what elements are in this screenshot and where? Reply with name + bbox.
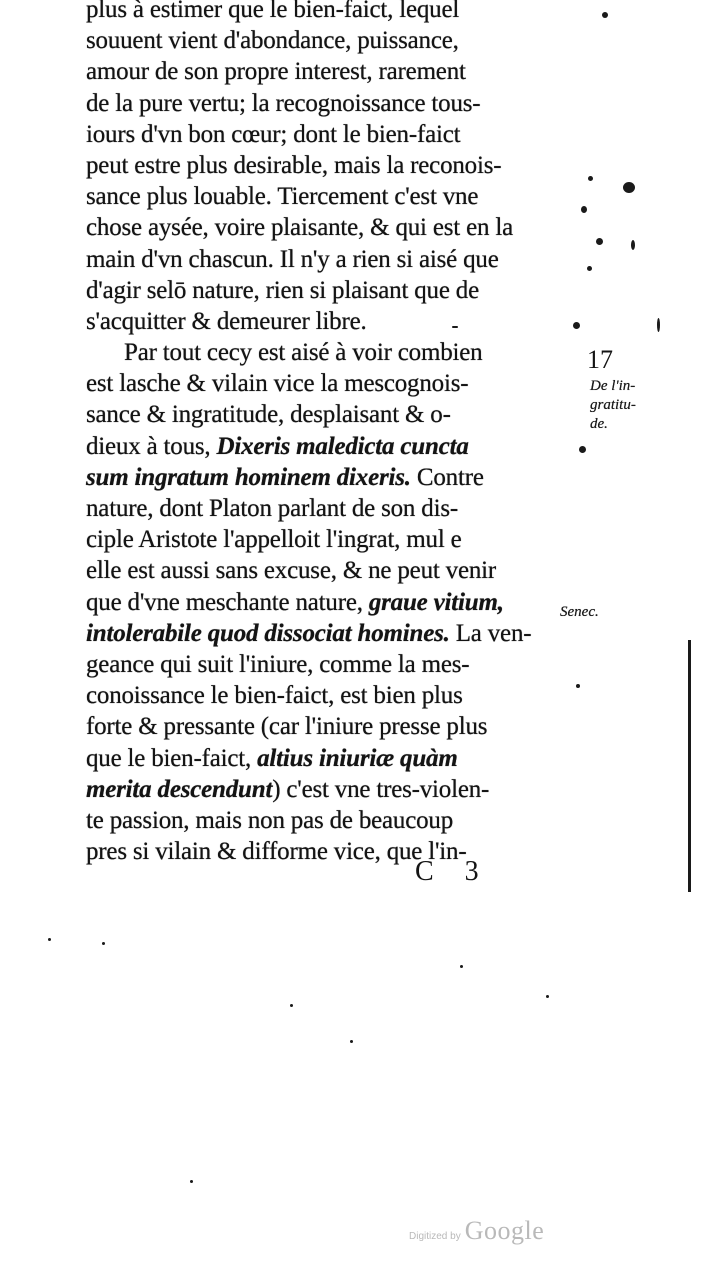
ink-speck <box>460 965 463 968</box>
text-line <box>86 462 586 493</box>
ink-speck <box>350 1040 353 1043</box>
text-line <box>86 88 586 119</box>
line-text: sance plus louable. Tiercement c'est vne <box>86 183 479 211</box>
body-text <box>86 0 586 867</box>
ink-speck <box>573 322 580 329</box>
text-line <box>86 649 586 680</box>
line-text: La ven- <box>449 619 532 647</box>
text-line <box>86 431 586 462</box>
ink-speck <box>546 995 549 998</box>
text-line <box>86 524 586 555</box>
page-edge-shadow <box>688 640 691 892</box>
text-line <box>86 119 586 150</box>
latin-quotation: merita descendunt <box>86 775 273 803</box>
line-text: ciple Aristote l'appelloit l'ingrat, mul e <box>86 526 462 554</box>
ink-speck <box>657 318 660 332</box>
ink-speck <box>576 684 580 688</box>
text-line <box>86 306 586 337</box>
latin-quotation: Dixeris maledicta cuncta <box>216 432 469 460</box>
text-line <box>86 399 586 430</box>
line-text: geance qui suit l'iniure, comme la mes- <box>86 650 470 678</box>
line-text: pres si vilain & difforme vice, que l'in- <box>86 838 467 866</box>
line-text: sance & ingratitude, desplaisant & o- <box>86 401 451 429</box>
ink-speck <box>452 326 458 328</box>
line-text: nature, dont Platon parlant de son dis- <box>86 495 458 522</box>
line-text: iours d'vn bon cœur; dont le bien-faict <box>86 120 461 148</box>
line-text: ) c'est vne tres-violen- <box>272 775 490 803</box>
line-text: forte & pressante (car l'iniure presse plus <box>86 713 488 741</box>
latin-quotation: graue vitium, <box>368 588 504 616</box>
line-text: elle est aussi sans excuse, & ne peut venir <box>86 557 497 585</box>
digitization-watermark <box>409 1216 544 1246</box>
latin-quotation: sum ingratum hominem dixeris. <box>86 463 411 491</box>
line-text: que le bien-faict, <box>86 744 258 772</box>
line-text: amour de son propre interest, rarement <box>86 58 466 86</box>
text-line <box>86 25 586 56</box>
line-text: Contre <box>410 463 484 491</box>
line-text: est lasche & vilain vice la mescognois- <box>86 370 469 398</box>
line-text: conoissance le bien-faict, est bien plus <box>86 682 463 710</box>
text-line <box>86 244 586 275</box>
line-text: de la pure vertu; la recognoissance tous- <box>86 89 481 117</box>
line-text: Par tout cecy est aisé à voir combien <box>124 339 483 367</box>
ink-speck <box>602 12 608 18</box>
line-text: s'acquitter & demeurer libre. <box>86 307 367 335</box>
line-text: souuent vient d'abondance, puissance, <box>86 27 459 55</box>
ink-speck <box>290 1004 293 1007</box>
ink-speck <box>623 182 635 193</box>
ink-speck <box>579 446 586 453</box>
text-line <box>86 56 586 87</box>
text-line <box>86 711 586 742</box>
margin-note-seneca: Senec. <box>560 604 599 620</box>
line-text: peut estre plus desirable, mais la reconois- <box>86 151 502 179</box>
watermark-prefix: Digitized by <box>409 1231 461 1242</box>
ink-speck <box>588 176 593 181</box>
text-line <box>86 836 586 867</box>
text-line <box>86 587 586 618</box>
text-line <box>86 150 586 181</box>
text-line <box>86 493 586 524</box>
line-text: te passion, mais non pas de beaucoup <box>86 806 454 834</box>
text-line <box>86 555 586 586</box>
line-text: d'agir selō nature, rien si plaisant que de <box>86 276 479 304</box>
latin-quotation: altius iniuriæ quàm <box>257 744 458 772</box>
ink-speck <box>596 238 603 245</box>
text-line <box>86 275 586 306</box>
ink-speck <box>631 240 635 250</box>
text-line <box>86 618 586 649</box>
ink-speck <box>190 1180 193 1183</box>
line-text: que d'vne meschante nature, <box>86 588 369 616</box>
line-text: plus à estimer que le bien-faict, lequel <box>86 0 460 23</box>
text-line <box>86 743 586 774</box>
ink-speck <box>587 266 592 271</box>
text-line <box>86 212 586 243</box>
margin-note-ingratitude: De l'in- gratitu- de. <box>590 378 636 432</box>
text-line <box>86 181 586 212</box>
section-number: 17 <box>587 345 613 374</box>
line-text: dieux à tous, <box>86 432 217 460</box>
text-line <box>86 337 586 368</box>
ink-speck <box>48 938 51 941</box>
text-line <box>86 774 586 805</box>
ink-speck <box>102 942 105 945</box>
text-line <box>86 0 586 25</box>
latin-quotation: intolerabile quod dissociat homines. <box>86 619 450 647</box>
text-line <box>86 368 586 399</box>
text-line <box>86 680 586 711</box>
text-line <box>86 805 586 836</box>
watermark-brand: Google <box>464 1216 545 1245</box>
line-text: main d'vn chascun. Il n'y a rien si aisé que <box>86 245 499 273</box>
signature-mark: C 3 <box>415 856 491 887</box>
ink-speck <box>581 206 587 213</box>
line-text: chose aysée, voire plaisante, & qui est en la <box>86 214 513 242</box>
